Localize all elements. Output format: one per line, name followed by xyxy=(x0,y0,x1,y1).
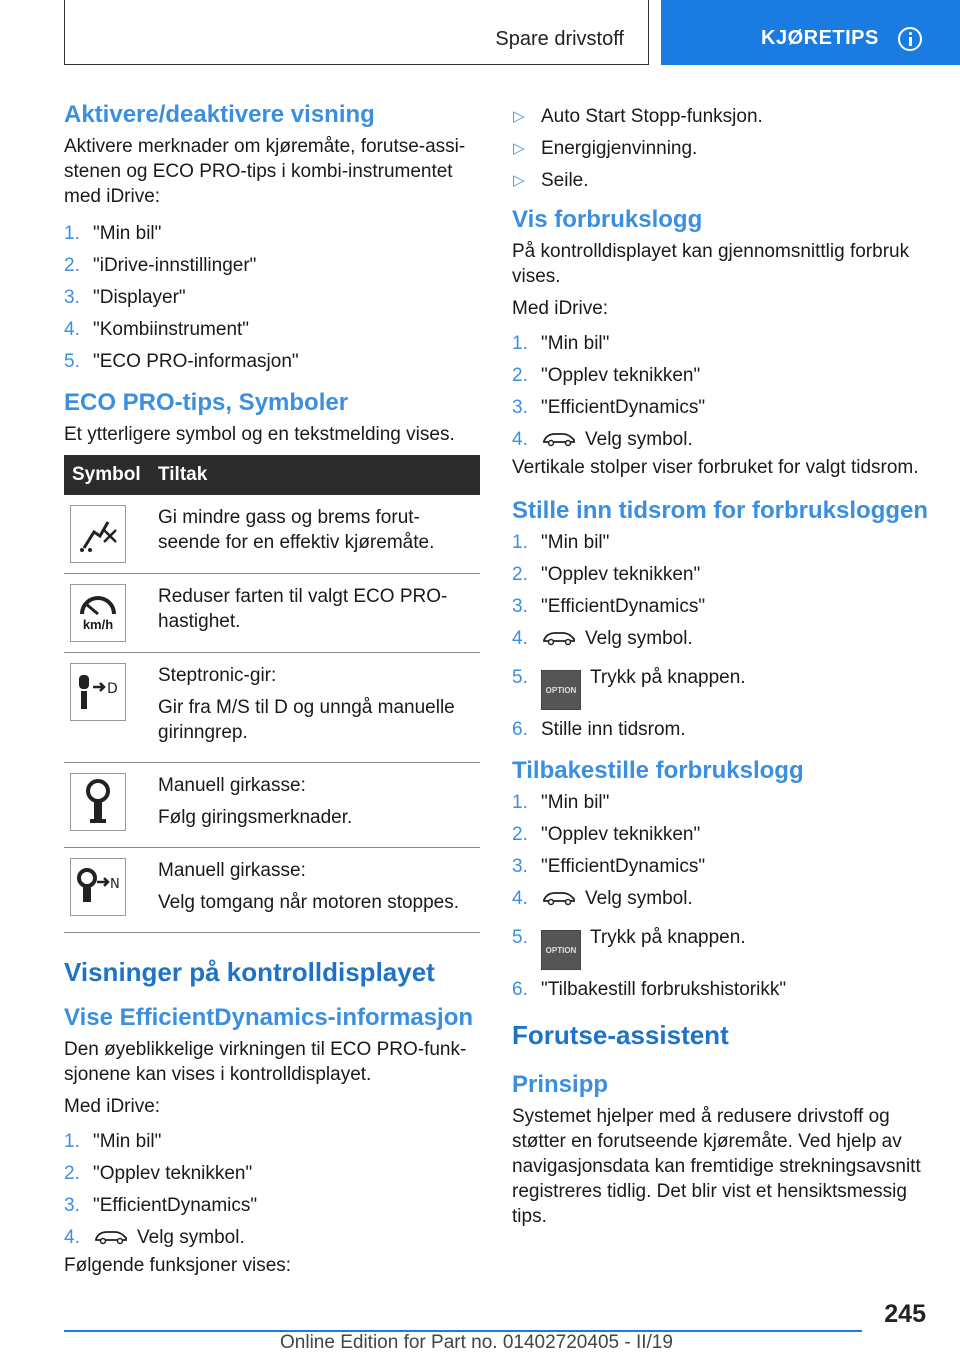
left-column xyxy=(64,100,480,1285)
table-cell-text: Gir fra M/S til D og unngå manuelle girinngrep. xyxy=(158,697,455,743)
list-item: 1. "Min bil" xyxy=(512,532,610,553)
chapter-tab xyxy=(661,0,960,65)
list-item: 5. OPTIONTrykk på knappen. xyxy=(512,925,932,970)
list-item: 4. Velg symbol. xyxy=(512,429,693,450)
list-item: 4. Velg symbol. xyxy=(512,628,693,649)
svg-text:N: N xyxy=(110,877,120,892)
chapter-title: KJØRETIPS xyxy=(761,27,879,49)
heading-visninger: Visninger på kontrolldisplayet xyxy=(64,957,435,987)
edition-text: Online Edition for Part no. 01402720405 - II/19 xyxy=(280,1332,673,1353)
list-item: 4. "Kombiinstrument" xyxy=(64,319,250,340)
list-item: 6. Stille inn tidsrom. xyxy=(512,719,686,740)
list-item: ▷ Auto Start Stopp-funksjon. xyxy=(513,106,763,127)
paragraph: Et ytterligere symbol og en tekstmelding vises. xyxy=(64,424,455,445)
list-item: 6. "Tilbakestill forbrukshistorikk" xyxy=(512,979,787,1000)
paragraph: Vertikale stolper viser forbruket for valgt tidsrom. xyxy=(512,457,919,478)
paragraph: Følgende funksjoner vises: xyxy=(64,1255,292,1276)
list-item: 2. "iDrive-innstillinger" xyxy=(64,255,257,276)
paragraph: Aktivere merknader om kjøremåte, forutse-assistenen og ECO PRO-tips i kombi-instrumentet med iDrive: xyxy=(64,136,466,207)
speedometer-kmh-icon: km/h xyxy=(70,584,126,642)
list-item: 1. "Min bil" xyxy=(512,792,610,813)
steps-list xyxy=(512,331,932,452)
section-tab xyxy=(64,0,649,65)
section-title: Spare drivstoff xyxy=(495,28,624,50)
table-row xyxy=(64,495,480,574)
info-icon xyxy=(898,27,922,51)
table-cell-text: Manuell girkasse: xyxy=(158,775,306,796)
paragraph: På kontrolldisplayet kan gjennomsnittlig forbruk vises. xyxy=(512,241,910,287)
list-item: ▷ Energigjenvinning. xyxy=(513,138,698,159)
manual-gear-icon xyxy=(70,773,126,831)
table-header-tiltak: Tiltak xyxy=(150,455,480,495)
paragraph: Systemet hjelper med å redusere drivstoff og støtter en forutseende kjøremåte. Ved hjelp av navigasjonsdata kan fremtidige strekningsavsnitt registreres tidlig. Det blir vist et hensiktsmessig tips. xyxy=(512,1106,921,1227)
paragraph: Med iDrive: xyxy=(64,1096,161,1117)
heading-eco-pro-tips: ECO PRO-tips, Symboler xyxy=(64,389,349,416)
table-cell-text: Gi mindre gass og brems forutseende for en effektiv kjøremåte. xyxy=(158,507,435,553)
list-item: 3. "Displayer" xyxy=(64,287,186,308)
table-cell-text: Velg tomgang når motoren stoppes. xyxy=(158,892,460,913)
page-header xyxy=(0,0,960,66)
paragraph: Den øyeblikkelige virkningen til ECO PRO-funksjonene kan vises i kontrolldisplayet. xyxy=(64,1039,467,1085)
table-cell-text: Steptronic-gir: xyxy=(158,665,277,686)
table-row xyxy=(64,763,480,848)
steps-list xyxy=(64,221,480,374)
steps-list xyxy=(512,530,932,742)
list-item: 2. "Opplev teknikken" xyxy=(64,1163,253,1184)
paragraph: Med iDrive: xyxy=(512,298,609,319)
heading-prinsipp: Prinsipp xyxy=(512,1071,609,1098)
gear-to-neutral-icon xyxy=(70,858,126,916)
list-item: 1. "Min bil" xyxy=(64,223,162,244)
table-cell-text: Manuell girkasse: xyxy=(158,860,306,881)
symbol-table xyxy=(64,455,480,933)
car-efficiency-icon xyxy=(93,1226,129,1246)
list-item: 3. "EfficientDynamics" xyxy=(512,856,706,877)
list-item: 2. "Opplev teknikken" xyxy=(512,564,701,585)
list-item: 2. "Opplev teknikken" xyxy=(512,365,701,386)
table-row xyxy=(64,653,480,763)
table-header-symbol: Symbol xyxy=(64,455,150,495)
list-item: 3. "EfficientDynamics" xyxy=(64,1195,258,1216)
heading-forutse-assistent: Forutse-assistent xyxy=(512,1020,729,1050)
heading-tilbakestille: Tilbakestille forbrukslogg xyxy=(512,757,804,784)
car-efficiency-icon xyxy=(541,428,577,448)
heading-stille-inn-tidsrom: Stille inn tidsrom for forbruksloggen xyxy=(512,497,929,524)
list-item: 1. "Min bil" xyxy=(64,1131,162,1152)
foot-off-pedal-icon xyxy=(70,505,126,563)
heading-vis-forbrukslogg: Vis forbrukslogg xyxy=(512,206,703,233)
option-button-icon: OPTION xyxy=(541,930,581,970)
list-item: 4. Velg symbol. xyxy=(64,1227,245,1248)
right-column xyxy=(512,100,932,1236)
table-row xyxy=(64,574,480,653)
list-item: 2. "Opplev teknikken" xyxy=(512,824,701,845)
list-item: 1. "Min bil" xyxy=(512,333,610,354)
page-number: 245 xyxy=(884,1300,926,1328)
svg-text:D: D xyxy=(107,681,118,697)
steps-list xyxy=(64,1129,480,1250)
gear-to-d-icon xyxy=(70,663,126,721)
list-item: 5. OPTIONTrykk på knappen. xyxy=(512,665,932,710)
list-item: 3. "EfficientDynamics" xyxy=(512,397,706,418)
heading-aktivere: Aktivere/deaktivere visning xyxy=(64,101,375,128)
table-row xyxy=(64,848,480,933)
list-item: 5. "ECO PRO-informasjon" xyxy=(64,351,299,372)
table-cell-text: Følg giringsmerknader. xyxy=(158,807,353,828)
table-cell-text: Reduser farten til valgt ECO PRO-hastighet. xyxy=(158,586,448,632)
steps-list xyxy=(512,790,932,1002)
option-button-icon: OPTION xyxy=(541,670,581,710)
list-item: 4. Velg symbol. xyxy=(512,888,693,909)
list-item: 3. "EfficientDynamics" xyxy=(512,596,706,617)
list-item: ▷ Seile. xyxy=(513,170,589,191)
bullet-list xyxy=(512,104,932,193)
heading-efficientdynamics: Vise EfficientDynamics-informasjon xyxy=(64,1004,474,1031)
car-efficiency-icon xyxy=(541,887,577,907)
car-efficiency-icon xyxy=(541,627,577,647)
